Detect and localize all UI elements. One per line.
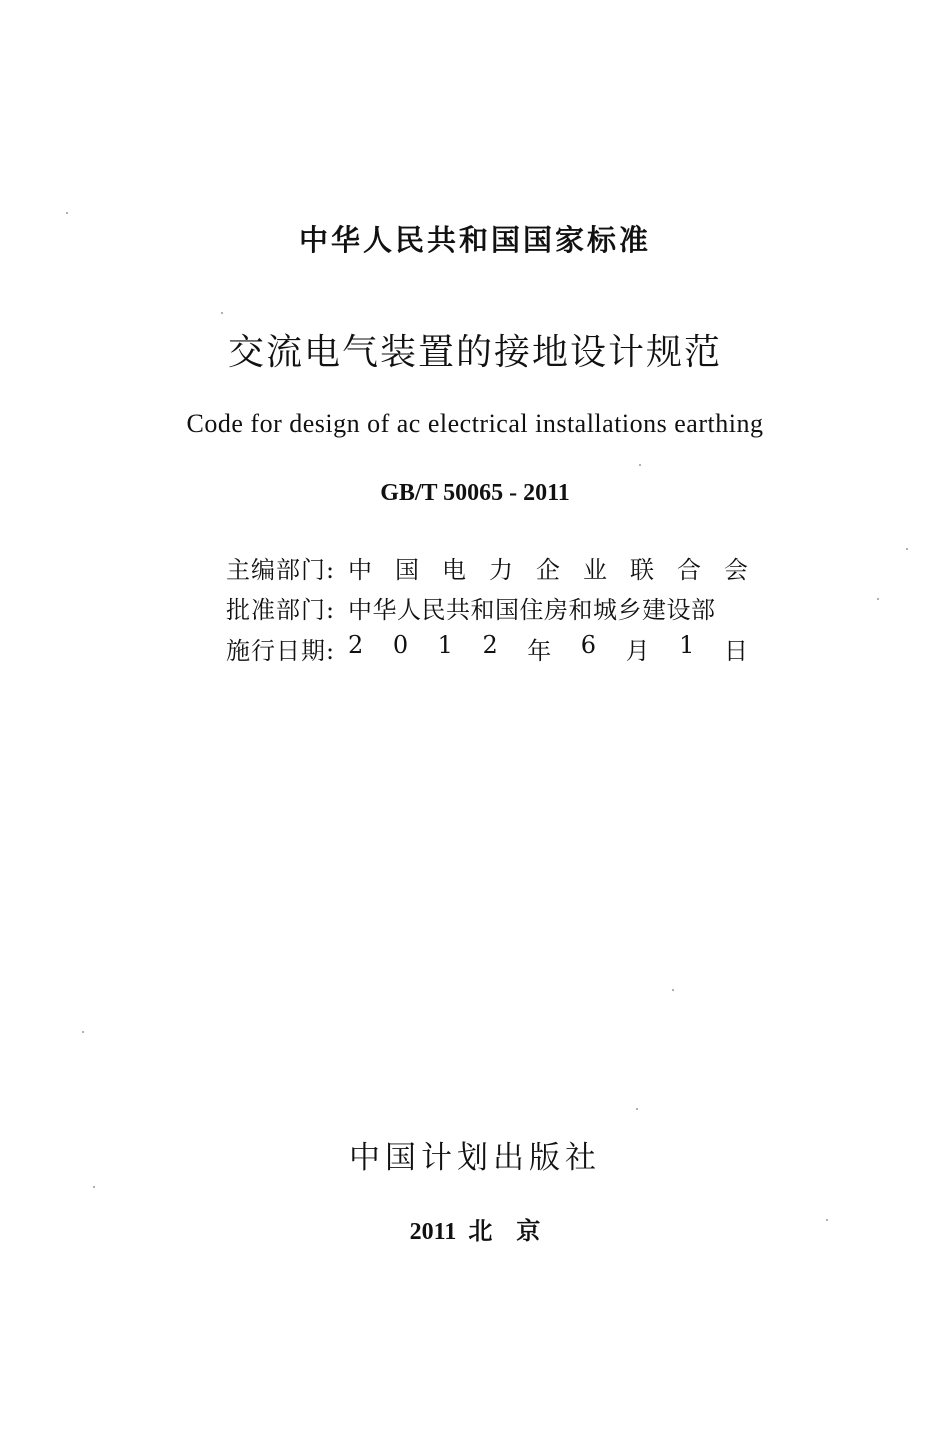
- editor-char: 国: [395, 556, 419, 584]
- date-char: 月: [625, 637, 650, 665]
- publication-year-place: 2011 北 京: [409, 1219, 541, 1245]
- date-char: 1: [679, 631, 695, 659]
- date-char: 6: [580, 631, 597, 659]
- effective-date-label: 施行日期:: [226, 637, 336, 665]
- scan-speck: [221, 312, 223, 314]
- editor-value: [348, 550, 748, 585]
- date-char: 年: [527, 637, 552, 665]
- editor-char: 合: [677, 556, 701, 584]
- date-char: 2: [348, 631, 364, 659]
- effective-date-row: [226, 631, 756, 667]
- publisher-name: 中国计划出版社: [349, 1140, 601, 1176]
- date-char: 1: [437, 631, 453, 659]
- scan-speck: [639, 464, 641, 466]
- scan-speck: [877, 598, 879, 600]
- editor-char: 联: [630, 556, 654, 584]
- editor-label: 主编部门:: [226, 556, 336, 584]
- approver-value: 中华人民共和国住房和城乡建设部: [348, 596, 716, 624]
- editor-char: 电: [442, 556, 466, 584]
- date-char: 日: [723, 637, 748, 665]
- scan-speck: [906, 548, 908, 550]
- standard-number: GB/T 50065 - 2011: [380, 480, 570, 506]
- document-title-english: Code for design of ac electrical installations earthing: [186, 409, 764, 438]
- editor-char: 业: [583, 556, 607, 584]
- document-title-chinese: 交流电气装置的接地设计规范: [227, 332, 722, 373]
- date-char: 2: [482, 631, 498, 659]
- scan-speck: [826, 1219, 828, 1221]
- scan-speck: [636, 1108, 638, 1110]
- scan-speck: [672, 989, 674, 991]
- editor-row: [226, 550, 756, 586]
- standard-type-heading: 中华人民共和国国家标准: [298, 223, 651, 257]
- editor-char: 企: [536, 556, 560, 584]
- date-char: 0: [392, 631, 409, 659]
- approver-row: [226, 590, 756, 626]
- scan-speck: [93, 1186, 95, 1188]
- approver-label: 批准部门:: [226, 596, 336, 624]
- editor-char: 会: [724, 556, 748, 584]
- effective-date-value: [348, 631, 748, 666]
- editor-char: 中: [348, 556, 372, 584]
- editor-char: 力: [489, 556, 513, 584]
- scan-speck: [82, 1031, 84, 1033]
- scan-speck: [66, 212, 68, 214]
